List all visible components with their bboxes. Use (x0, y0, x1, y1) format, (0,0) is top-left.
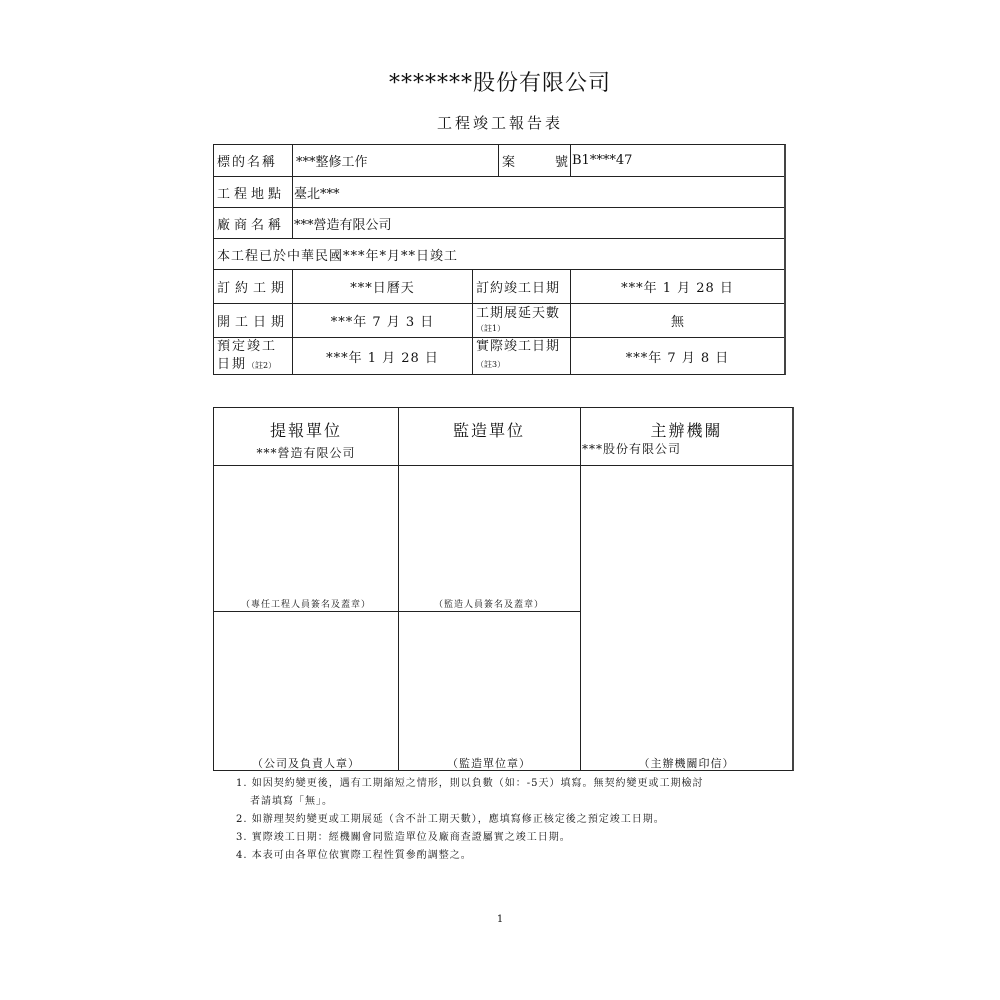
host-agency-seal-caption: （主辦機關印信） (638, 757, 735, 770)
host-agency-name: ***股份有限公司 (582, 442, 682, 456)
actual-completion-label-cell (472, 338, 570, 374)
case-no-label (498, 145, 570, 176)
scheduled-completion-value: ***年 1 月 28 日 (292, 338, 472, 374)
contract-completion-value: ***年 1 月 28 日 (570, 270, 784, 303)
supervising-unit-label: 監造單位 (452, 421, 525, 440)
page-number: 1 (496, 914, 504, 925)
supervising-unit-seal-caption: （監造單位章） (447, 757, 531, 770)
engineer-sign-caption: （專任工程人員簽名及蓋章） (240, 600, 371, 610)
contract-period-label: 訂約工期 (217, 281, 290, 296)
scheduled-completion-label-1: 預定竣工 (217, 338, 278, 354)
extension-label: 工期展延天數 (476, 305, 561, 321)
note-item-2: 2. 如辦理契約變更或工期展延（含不計工期天數），應填寫修正核定後之預定竣工日期。 (236, 814, 665, 825)
reporting-unit-name: ***營造有限公司 (256, 446, 356, 460)
subject-label: 標的名稱 (217, 155, 278, 170)
table-row-subject (214, 145, 784, 176)
divider-header (214, 465, 793, 466)
signature-table (213, 407, 794, 771)
scheduled-completion-label-2: 日期 (217, 356, 248, 372)
host-agency-label: 主辦機關 (650, 421, 723, 440)
case-no-value: B1****47 (570, 145, 784, 176)
table-row-start-date (214, 303, 784, 337)
table-row-completion-statement (214, 238, 784, 269)
vendor-value: ***營造有限公司 (292, 208, 784, 238)
case-no-label-part2: 號 (554, 155, 568, 170)
divider-middle (214, 611, 580, 612)
actual-completion-note: （註3） (476, 360, 506, 369)
completion-statement: 本工程已於中華民國***年*月**日竣工 (217, 248, 459, 264)
note-item-1: 1. 如因契約變更後，遇有工期縮短之情形，則以負數（如：-5天）填寫。無契約變更或工期檢討 (236, 778, 704, 789)
vendor-label: 廠商名稱 (217, 217, 286, 233)
actual-completion-value: ***年 7 月 8 日 (570, 338, 784, 374)
note-item-1-continued: 者請填寫「無」。 (250, 796, 333, 807)
reporting-unit-label: 提報單位 (269, 421, 342, 440)
contract-completion-label: 訂約竣工日期 (472, 270, 570, 303)
table-row-vendor (214, 207, 784, 238)
start-date-label: 開工日期 (217, 315, 290, 330)
actual-completion-label: 實際竣工日期 (476, 339, 561, 354)
extension-value: 無 (570, 304, 784, 337)
note-item-4: 4. 本表可由各單位依實際工程性質參酌調整之。 (236, 850, 472, 861)
extension-label-cell (472, 304, 570, 337)
extension-note: （註1） (476, 323, 506, 333)
scheduled-completion-label-cell (214, 338, 292, 374)
divider-vertical-1 (398, 408, 399, 770)
company-seal-caption: （公司及負責人章） (252, 757, 360, 770)
project-info-table (213, 144, 786, 375)
case-no-label-part1: 案 (502, 155, 516, 170)
supervisor-sign-caption: （監造人員簽名及蓋章） (433, 600, 544, 610)
location-value: 臺北*** (292, 177, 784, 207)
table-row-scheduled-completion (214, 337, 784, 374)
subject-value: ***整修工作 (292, 145, 498, 176)
notes-list (236, 775, 806, 865)
scheduled-completion-note: （註2） (247, 360, 277, 370)
company-title: *******股份有限公司 (388, 71, 611, 96)
contract-period-value: ***日曆天 (292, 270, 472, 303)
divider-vertical-2 (580, 408, 581, 770)
table-row-contract-period (214, 269, 784, 303)
form-title: 工程竣工報告表 (436, 114, 563, 132)
note-item-3: 3. 實際竣工日期：經機關會同監造單位及廠商查證屬實之竣工日期。 (236, 832, 571, 843)
table-row-location (214, 176, 784, 207)
start-date-value: ***年 7 月 3 日 (292, 304, 472, 337)
location-label: 工程地點 (217, 186, 286, 202)
